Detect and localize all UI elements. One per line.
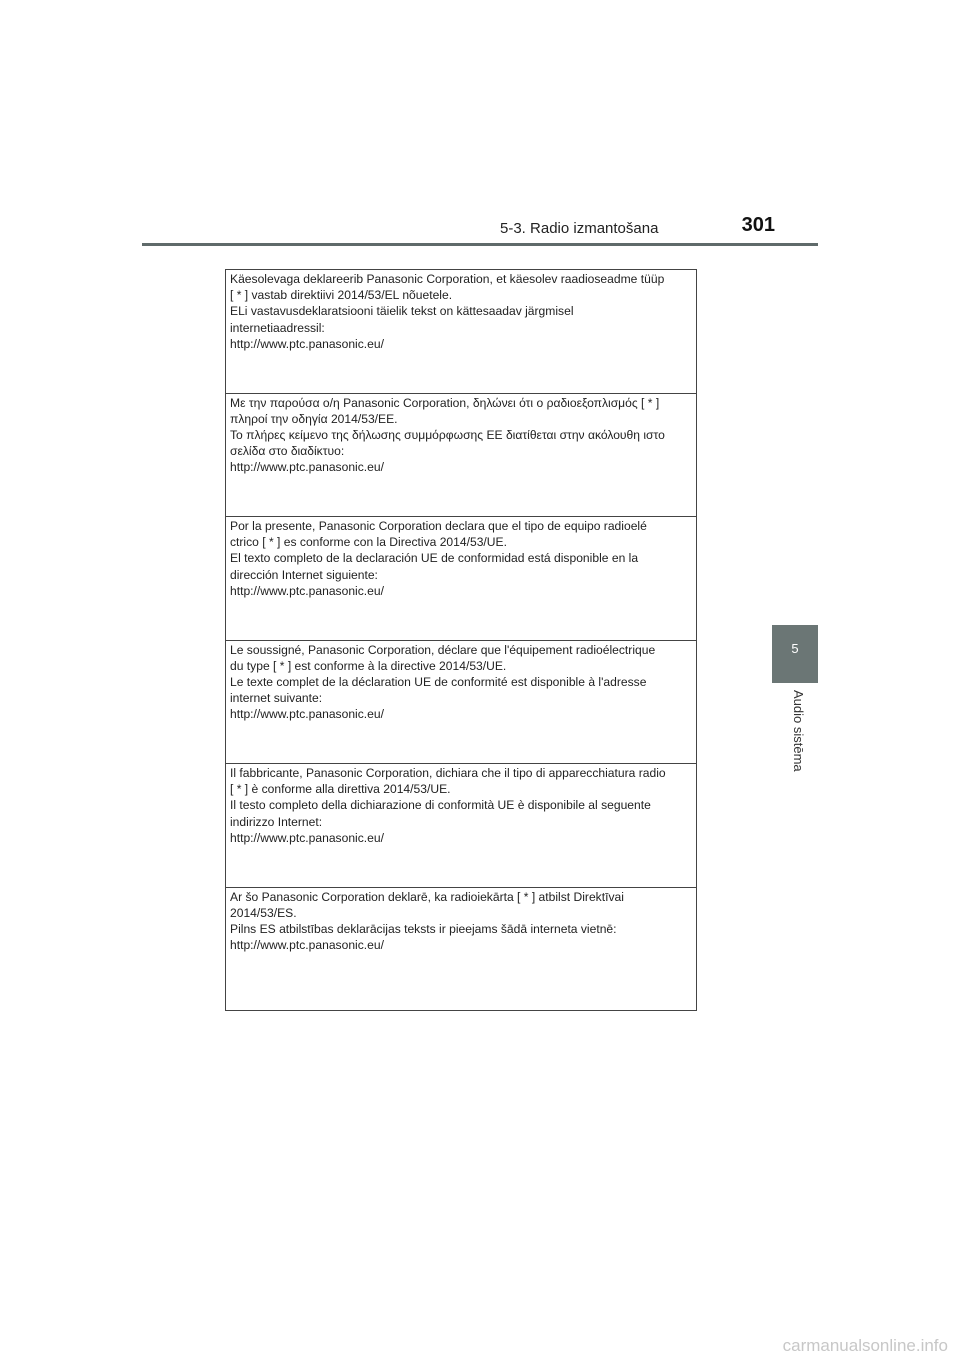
declaration-table xyxy=(225,269,697,1011)
declaration-line: ctrico [ * ] es conforme con la Directiva 2014/53/UE. xyxy=(230,535,507,550)
declaration-line: πληροί την οδηγία 2014/53/ΕΕ. xyxy=(230,411,398,426)
declaration-url: http://www.ptc.panasonic.eu/ xyxy=(230,830,384,845)
declaration-line: El texto completo de la declaración UE de conformidad está disponible en la xyxy=(230,551,639,566)
header-divider xyxy=(142,243,818,246)
declaration-url: http://www.ptc.panasonic.eu/ xyxy=(230,460,384,475)
declaration-line: Ar šo Panasonic Corporation deklarē, ka radioiekārta [ * ] atbilst Direktīvai xyxy=(230,889,624,904)
declaration-cell-italian xyxy=(226,764,696,888)
page-header xyxy=(0,0,960,250)
page-number: 301 xyxy=(741,214,775,236)
declaration-line: [ * ] vastab direktiivi 2014/53/EL nõuetele. xyxy=(230,288,453,303)
declaration-line: Le texte complet de la déclaration UE de conformité est disponible à l'adresse xyxy=(230,674,647,689)
declaration-line: indirizzo Internet: xyxy=(230,814,323,829)
declaration-line: σελίδα στο διαδίκτυο: xyxy=(230,444,345,459)
declaration-cell-greek xyxy=(226,394,696,518)
watermark: carmanualsonline.info xyxy=(782,1336,948,1355)
declaration-line: ELi vastavusdeklaratsiooni täielik tekst on kättesaadav järgmisel xyxy=(230,304,574,319)
declaration-line: internet suivante: xyxy=(230,691,323,706)
declaration-line: Por la presente, Panasonic Corporation declara que el tipo de equipo radioelé xyxy=(230,519,647,533)
declaration-line: [ * ] è conforme alla direttiva 2014/53/UE. xyxy=(230,782,451,797)
declaration-cell-latvian xyxy=(226,888,696,1012)
declaration-line: dirección Internet siguiente: xyxy=(230,567,378,582)
section-title: 5-3. Radio izmantošana xyxy=(500,220,659,237)
declaration-line: Il fabbricante, Panasonic Corporation, dichiara che il tipo di apparecchiatura radio xyxy=(230,766,666,780)
declaration-line: Il testo completo della dichiarazione di conformità UE è disponibile al seguente xyxy=(230,798,651,813)
declaration-url: http://www.ptc.panasonic.eu/ xyxy=(230,938,384,953)
chapter-label: Audio sistēma xyxy=(791,690,806,772)
declaration-line: Le soussigné, Panasonic Corporation, déclare que l'équipement radioélectrique xyxy=(230,642,656,657)
declaration-line: Pilns ES atbilstības deklarācijas teksts ir pieejams šādā interneta vietnē: xyxy=(230,921,617,936)
declaration-cell-french xyxy=(226,641,696,765)
declaration-line: Με την παρούσα ο/η Panasonic Corporation, δηλώνει ότι ο ραδιοεξοπλισμός [ * ] xyxy=(230,395,660,410)
declaration-cell-spanish xyxy=(226,517,696,641)
declaration-line: Το πλήρες κείμενο της δήλωσης συμμόρφωσης ΕΕ διατίθεται στην ακόλουθη ιστο xyxy=(230,427,665,442)
declaration-url: http://www.ptc.panasonic.eu/ xyxy=(230,583,384,598)
chapter-tab: 5 xyxy=(772,625,818,683)
declaration-url: http://www.ptc.panasonic.eu/ xyxy=(230,707,384,722)
declaration-cell-estonian xyxy=(226,270,696,394)
declaration-url: http://www.ptc.panasonic.eu/ xyxy=(230,336,384,351)
declaration-line: internetiaadressil: xyxy=(230,320,325,335)
declaration-line: 2014/53/ES. xyxy=(230,905,297,920)
declaration-line: du type [ * ] est conforme à la directive 2014/53/UE. xyxy=(230,658,507,673)
declaration-line: Käesolevaga deklareerib Panasonic Corporation, et käesolev raadioseadme tüüp xyxy=(230,272,665,286)
